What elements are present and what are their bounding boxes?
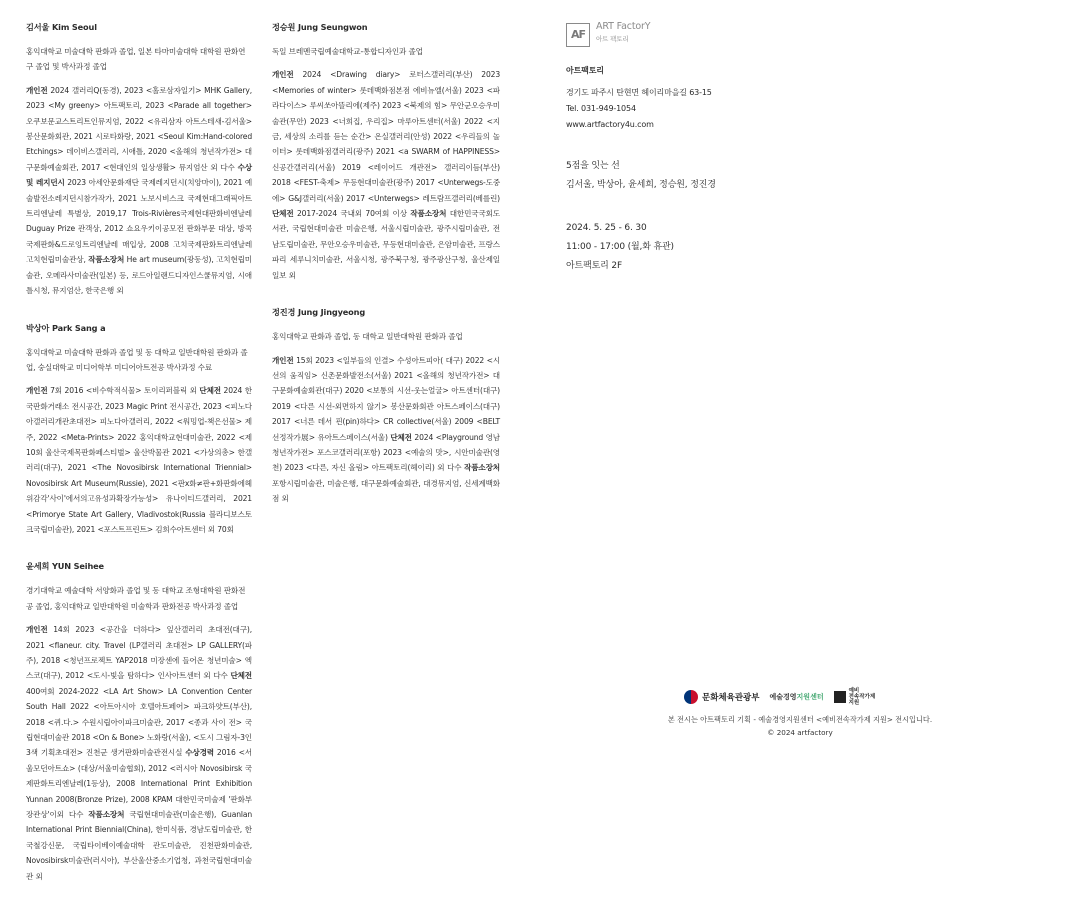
artist-education: 독일 브레멘국립예술대학교-통합디자인과 졸업 (272, 47, 423, 56)
exhibition-location: 아트팩토리 2F (566, 260, 623, 271)
column-middle (272, 20, 500, 529)
program-logo (834, 688, 876, 706)
logo-mark: AF (566, 23, 590, 47)
artist-cv: 개인전 15회 2023 <일부들의 인결> 수성아트피아( 대구) 2022 <시선의 움직임> 신촌문화발전소(서울) 2021 <올해의 청년작가전> 대구문화예술회관(대구) 2020 <보통의 시선-웃는얼굴> 아트센터(대구) 2019 <다른 시선-외면하지 않기> 봉산문화회관 아트스페이스(대구) 2017 <너른 데서 핀(pin)하다> CR collective(서울) 2009 <BELT선정작가展> 유아트스페이스(서울) 단체전 2024 <Playground 영남청년작가전> 포스코갤러리(포항) 2023 <예술의 맛>, 시안미술관(영천) 2023 <다른, 자신 올림> 아트팩토리(헤이리) 외 다수 작품소장처 포항시립미술관, 미술은행, 대구문화예술회관, 대경뮤지엄, 신세계백화점 외 (272, 355, 500, 504)
gallery-name: 아트팩토리 (566, 66, 604, 76)
footer-credits (660, 713, 940, 739)
artist-education: 홍익대학교 미술대학 판화과 졸업 및 동 대학교 일반대학원 판화과 졸업, 숭실대학교 미디어학부 미디어아트전공 박사과정 수료 (26, 347, 248, 372)
gallery-website[interactable]: www.artfactory4u.com (566, 119, 654, 129)
artist-name: 정승원 Jung Seungwon (272, 22, 368, 32)
gallery-info (566, 63, 826, 132)
artist-name: 윤세희 YUN Seihee (26, 561, 104, 572)
artist-name: 정진경 Jung Jingyeong (272, 307, 366, 318)
artist-cv: 개인전 2024 <Drawing diary> 로터스갤러리(부산) 2023 <Memories of winter> 롯데백화점본점 에비뉴엘(서울) 2023 <파라다이스> 루씨쏘아뜰리에(제주) 2023 <북제의 힘> 무안군오승우미술관(무안) 2023 <너희집, 우리집> 마루아트센터(서울) 2022 <지금, 세상의 소리를 듣는 순간> 온실갤러리(안성) 2022 <우리들의 놀이터> 롯데백화점갤러리(광주) 2021 <a SWARM of HAPPINESS> 신공간갤러리(서울) 2019 <레이어드 개관전> 갤러리이듬(부산) 2018 <FEST-축제> 무등현대미술관(광주) 2017 <Unterwegs-도중에> G&J갤러리(서울) 2017 <Unterwegs> 레트람프갤러리(베를린) 단체전 2017-2024 국내외 70여회 이상 작품소장처 대한민국국회도서관, 국립현대미술관 미술은행, 서울시립미술관, 광주시립미술관, 전남도립미술관, 무안오승우미술관, 무등현대미술관, 은암미술관, 프랑스 파리 세루니치미술관, 서울시청, 광주북구청, 광주광산구청, 울산제일일보 외 (272, 70, 500, 280)
artist-kim-seoul (26, 20, 252, 299)
gallery-address: 경기도 파주시 탄현면 헤이리마을길 63-15 (566, 87, 712, 97)
exhibition-dates: 2024. 5. 25 - 6. 30 (566, 222, 647, 233)
artist-education: 홍익대학교 판화과 졸업, 동 대학교 일반대학원 판화과 졸업 (272, 332, 463, 342)
artist-jung-seungwon (272, 20, 500, 283)
sponsor-logos (684, 688, 875, 706)
kams-logo (769, 692, 823, 702)
logo-name: ART FactorY (596, 21, 651, 32)
program-line-3: 지원 (848, 700, 860, 706)
program-line-1: 예비 (848, 688, 860, 694)
artist-yun-seihee (26, 559, 252, 884)
artist-park-sang-a (26, 321, 252, 538)
artist-cv: 개인전 2024 갤러리Q(동경), 2023 <홀로삼자일기> MHK Gallery, 2023 <My greeny> 아트팩토리, 2023 <Parade all together> 오쿠보문교스트리트인뮤지엄, 2022 <유리삼자 아트스테새-김서울> 봉산문화회관, 2021 시로타화랑, 2021 <Seoul Kim:Hand-colored Etchings> 데이비스갤러리, 시애틀, 2020 <올해의 청년작가전> 대구문화예술회관, 2017 <현대인의 일상생활> 뮤지엄산 외 다수 수상 및 레지던시 2023 아세안문화재단 국제레지던시(치앙마이), 2021 예술발전소레지던시참가작가, 2021 노보시비스크 국제현대그래픽아트트리엔날레 특별상, 2019,17 Trois-Rivières국제현대판화비엔날레 Duguay Prize 관객상, 2012 쇼요우키이공모전 판화부문 대상, 방콕국제판화&드로잉트리엔날레 매입상, 2008 고치국제판화트리엔날레 고치현립미술관상, 작품소장처 He art museum(광동성), 고치현립미술관, 오메라사미술관(일본) 등, 로드아일랜드디자인스쿨뮤지엄, 시애틀시청, 뮤지엄산, 한국은행 외 (26, 85, 253, 296)
artist-name: 박상아 Park Sang a (26, 322, 106, 333)
credit-line: 본 전시는 아트팩토리 기획 - 예술경영지원센터 <예비전속작가제 지원> 전시입니다. (667, 715, 933, 724)
artist-cv: 개인전 14회 2023 <공간을 더하다> 잎산갤러리 초대전(대구), 2021 <flaneur. city. Travel (LP갤러리 초대전> LP GALLERY(파주), 2018 <청년프로젝트 YAP2018 미장센에 들어온 청년미술> 엑스코(대구), 2012 <도시-빛을 탐하다> 인사아트센터 외 다수 단체전 400여회 2024-2022 <LA Art Show> LA Convention Center South Hall 2022 <아트아시아 호텔아트페어> 파크하얏트(부산), 2018 <퀴.다.> 수원시립아이파크미술관, 2017 <종과 사이 전> 국립현대미술관 2018 <On & Bone> 노화랑(서울), <도시 그림자-3인3색 기획초대전> 진천군 생거판화미술관전시실 수상경력 2016 <서울모던아트쇼> (대상/서울미술협회), 2012 <러시아 Novosibirsk 국제판화트리엔날레(1등상), 2008 International Print Exhibition Yunnan 2008(Bronze Prize), 2008 KPAM 대한민국미술제 '판화부 장관상'이외 다수 작품소장처 국립현대미술관(미술은행), Guanlan International Print Biennial(China), 한미식품, 경남도립미술관, 한국철강신문, 국립타이베이예술대학 관도미술관, 진천판화미술관, Novosibirsk미술관(러시아), 부산울산중소기업청, 과천국립현대미술관 외 (26, 625, 252, 881)
program-mark-icon (834, 691, 846, 703)
artist-cv: 개인전 7회 2016 <비수학적식물> 토이리퍼블릭 외 단체전 2024 한국판화거래소 전시공간, 2023 Magic Print 전시공간, 2023 <피노다아갤러리개관초대전> 피노다아갤러리, 2022 <워밍업-책은선물> 제주, 2022 <Meta-Prints> 2022 홍익대학교현대미술관, 2022 <제10회 울산국제목판화페스티벌> 울산박물관 2021 <가상의총> 한갤러리(대구), 2021 <The Novosibirsk International Triennial> Novosibirsk Art Museum(Russie), 2021 <판x화≠판+화판화에헤위감각'사이'에서의고유성과확장가능성> 유나이티드갤러리, 2021 <Primorye State Art Gallery, Vladivostok(Russia 블라디보스토크국립미술관), 2021 <포스트프린트> 김희수아트센터 외 70회 (26, 386, 252, 534)
logo-subtitle: 아트 팩토리 (596, 35, 629, 43)
program-line-2: 전속작가제 (848, 694, 876, 700)
column-right (566, 22, 826, 300)
exhibition-title-block (566, 157, 826, 195)
copyright: © 2024 artfactory (767, 728, 833, 737)
taeguk-icon (684, 690, 698, 704)
artist-name: 김서울 Kim Seoul (26, 22, 97, 32)
mcst-name: 문화체육관광부 (702, 693, 760, 703)
artfactory-logo (566, 22, 826, 47)
artist-jung-jingyeong (272, 305, 500, 506)
artist-education: 경기대학교 예술대학 서양화과 졸업 및 동 대학교 조형대학원 판화전공 졸업, 홍익대학교 일반대학원 미술학과 판화전공 박사과정 졸업 (26, 586, 246, 611)
mcst-logo (684, 690, 759, 704)
gallery-tel: Tel. 031-949-1054 (566, 103, 636, 113)
exhibition-hours: 11:00 - 17:00 (월,화 휴관) (566, 241, 674, 252)
exhibition-schedule (566, 219, 826, 276)
kams-name-b: 지원센터 (796, 693, 824, 701)
exhibition-artists: 김서울, 박상아, 윤세희, 정승원, 정진경 (566, 179, 716, 190)
column-left (26, 20, 252, 906)
artist-education: 홍익대학교 미술대학 판화과 졸업, 일본 타마미술대학 대학원 판화연구 졸업 및 박사과정 졸업 (26, 47, 246, 72)
exhibition-title: 5점을 잇는 선 (566, 160, 620, 171)
kams-name-a: 예술경영 (769, 693, 797, 701)
